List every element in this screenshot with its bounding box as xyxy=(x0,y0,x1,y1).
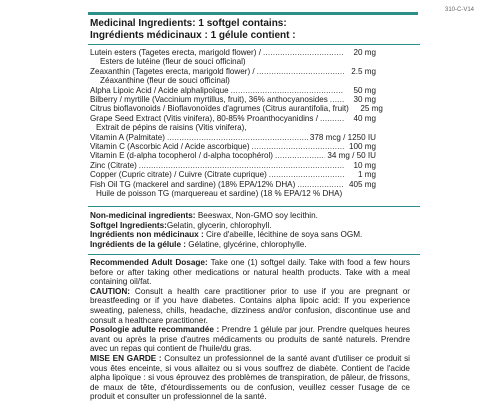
ingredient-name: Fish Oil TG (mackerel and sardine) (18% EPA/12% DHA) xyxy=(90,179,296,189)
direction-paragraph-text: Consult a health care practitioner prior to use if you are pregnant or breastfeeding or if you have diabetes. Contains alpha lipoic acid: If you experience sweating, paleness, chills, headache, dizziness and/or confusion, discontinue use and consult a healthcare practitioner. xyxy=(90,286,410,325)
direction-paragraph-label: MISE EN GARDE : xyxy=(90,353,162,363)
ingredient-name: Zinc (Citrate) xyxy=(90,160,137,170)
ingredient-name: Vitamin A (Palmitate) xyxy=(90,132,165,142)
ingredient-row xyxy=(90,95,376,104)
ingredient-name: Lutein esters (Tagetes erecta, marigold flower) / xyxy=(90,48,261,57)
ingredient-name: Zéaxanthine (fleur de souci officinal) xyxy=(100,76,230,86)
ingredient-name: Zeaxanthin (Tagetes erecta, marigold flower) / xyxy=(90,66,255,76)
ingredient-row xyxy=(90,180,376,189)
ingredient-row xyxy=(90,151,376,160)
medicinal-header-fr: Ingrédients médicinaux : 1 gélule contient : xyxy=(90,30,296,41)
ingredient-row xyxy=(90,189,376,198)
ingredient-row xyxy=(90,133,376,142)
ingredient-row xyxy=(90,86,376,95)
ingredient-amount: 50 mg xyxy=(353,85,376,95)
ingredient-row xyxy=(90,170,376,179)
nonmed-line-text: Cire d'abeille, lécithine de soya sans OGM. xyxy=(203,230,363,240)
ingredient-row xyxy=(90,142,376,151)
ingredient-name: Bilberry / myrtille (Vaccinium myrtillus, fruit), 36% anthocyanosides xyxy=(90,95,328,105)
ingredients-rule xyxy=(88,206,420,207)
ingredient-row xyxy=(90,76,376,85)
product-code: 310-C-V14 xyxy=(444,7,474,13)
nonmed-line-label: Non-medicinal ingredients: xyxy=(90,211,196,220)
ingredient-amount: 100 mg xyxy=(349,142,376,152)
nonmed-line-label: Ingrédients non médicinaux : xyxy=(90,230,204,240)
ingredient-name: Vitamin C (Ascorbic Acid / Acide ascorbique) xyxy=(90,142,250,152)
dot-leader xyxy=(263,48,344,57)
header-rule xyxy=(88,44,420,45)
dot-leader xyxy=(330,95,344,104)
direction-paragraph-text: Prendre 1 gélule par jour. Prendre quelques heures avant ou après la prise d'autres médicaments ou produits de santé naturels. Prendre avec un repas qui contient de l'huile/du gras. xyxy=(90,325,411,354)
dot-leader xyxy=(139,161,344,170)
direction-paragraph-text: Consultez un professionnel de la santé avant d'utiliser ce produit si vous êtes enceinte, si vous allaitez ou si vous souffrez de diabète. Contient de l'acide alpha lipoïque : si vous éprouvez des problèmes de transpiration, de pâleur, de frissons, de maux de tête, d'étourdissements ou de confusion, veuillez cesser l'usage de ce produit et consulter un professionnel de la santé. xyxy=(90,353,410,402)
ingredient-name: Citrus bioflavonoids / Bioflavonoïdes d'agrumes (Citrus aurantifolia, fruit) xyxy=(90,104,349,114)
ingredient-name: Extrait de pépins de raisins (Vitis vinifera), xyxy=(96,123,247,133)
top-band xyxy=(88,12,418,15)
ingredient-row xyxy=(90,123,376,132)
ingredient-row xyxy=(90,161,376,170)
ingredient-amount: 2.5 mg xyxy=(351,66,376,76)
ingredient-amount: 40 mg xyxy=(353,113,376,123)
nonmed-line xyxy=(90,230,410,240)
dot-leader xyxy=(297,180,344,189)
ingredient-amount: 25 mg xyxy=(360,104,383,114)
ingredient-amount: 1 mg xyxy=(358,170,376,180)
direction-paragraph-label: Posologie adulte recommandée : xyxy=(90,325,220,335)
dot-leader xyxy=(252,142,344,151)
non-medicinal-section xyxy=(90,211,410,249)
direction-paragraph xyxy=(90,354,410,402)
direction-paragraph-text: Take one (1) softgel daily. Take with food a few hours before or after taking other medications or natural health products. Take with a meal containing oil/fat. xyxy=(90,258,410,287)
ingredient-name: Esters de lutéine (fleur de souci officinal) xyxy=(100,57,246,67)
ingredient-amount: 20 mg xyxy=(353,48,376,57)
dot-leader xyxy=(320,114,344,123)
ingredient-amount: 378 mcg / 1250 IU xyxy=(309,132,376,142)
ingredient-amount: 10 mg xyxy=(353,160,376,170)
dot-leader xyxy=(231,86,344,95)
ingredient-row xyxy=(90,57,376,66)
medicinal-header-en: Medicinal Ingredients: 1 softgel contains: xyxy=(90,18,287,29)
nonmed-line-label: Ingrédients de la gélule : xyxy=(90,239,186,249)
directions-section xyxy=(90,258,410,402)
ingredient-name: Alpha Lipoic Acid / Acide alphalipoïque xyxy=(90,85,229,95)
nonmed-line-text: Gélatine, glycérine, chlorophylle. xyxy=(186,239,307,249)
ingredient-row xyxy=(90,104,383,114)
ingredient-row xyxy=(90,67,376,76)
nonmed-line-text: Gelatin, glycerin, chlorophyll. xyxy=(166,220,272,230)
ingredient-name: Grape Seed Extract (Vitis vinifera), 80-85% Proanthocyanidins / xyxy=(90,113,318,123)
nonmed-rule xyxy=(88,254,420,255)
nonmed-line xyxy=(90,221,410,231)
ingredient-name: Huile de poisson TG (marquereau et sardine) (18 % EPA/12 % DHA) xyxy=(96,189,343,199)
direction-paragraph xyxy=(90,325,410,354)
ingredient-row xyxy=(90,48,376,57)
ingredient-amount: 34 mg / 50 IU xyxy=(327,151,376,161)
direction-paragraph-label: Recommended Adult Dosage: xyxy=(90,258,208,267)
ingredient-amount: 30 mg xyxy=(353,95,376,105)
dot-leader xyxy=(167,133,308,142)
ingredient-name: Copper (Cupric citrate) / Cuivre (Citrate cuprique) xyxy=(90,170,267,180)
direction-paragraph xyxy=(90,258,410,287)
ingredient-name: Vitamin E (d-alpha tocopherol / d-alpha tocophérol) xyxy=(90,151,273,161)
dot-leader xyxy=(275,151,325,160)
dot-leader xyxy=(257,67,344,76)
nonmed-line xyxy=(90,211,410,221)
nonmed-line-text: Beeswax, Non-GMO soy lecithin. xyxy=(195,211,318,220)
nonmed-line-label: Softgel Ingredients: xyxy=(90,220,167,230)
ingredient-row xyxy=(90,114,376,123)
ingredient-amount: 405 mg xyxy=(349,179,376,189)
direction-paragraph xyxy=(90,287,410,325)
ingredient-list xyxy=(90,48,383,199)
dot-leader xyxy=(269,170,344,179)
direction-paragraph-label: CAUTION: xyxy=(90,286,131,296)
nonmed-line xyxy=(90,240,410,250)
